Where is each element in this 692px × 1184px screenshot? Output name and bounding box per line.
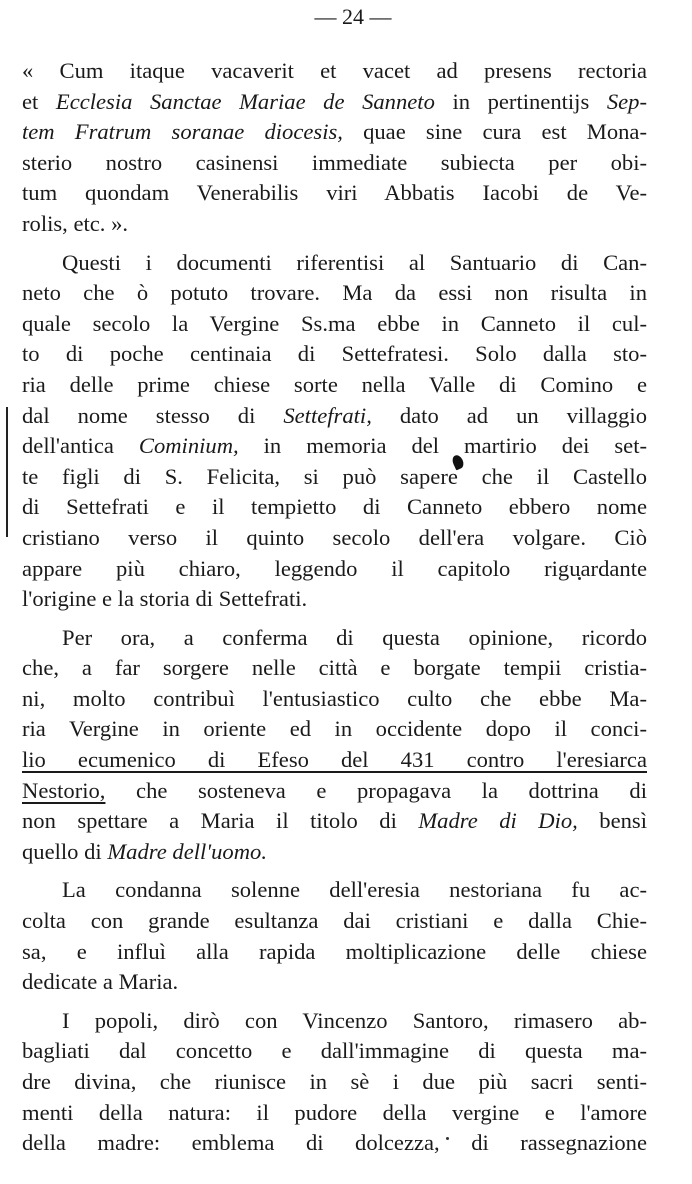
text-line bbox=[22, 401, 647, 432]
text-line bbox=[22, 431, 647, 462]
text-line bbox=[22, 967, 647, 998]
text-segment: Questi i documenti riferentisi al Santuario di Can- bbox=[62, 249, 647, 275]
text-segment: tum quondam Venerabilis viri Abbatis Iacobi de Ve- bbox=[22, 180, 647, 206]
italic-text: Settefrati, bbox=[283, 402, 372, 428]
text-line bbox=[22, 906, 647, 937]
text-line bbox=[22, 1128, 647, 1159]
text-segment: et bbox=[22, 88, 56, 114]
text-line bbox=[22, 1006, 647, 1037]
text-line bbox=[22, 492, 647, 523]
text-segment: che, a far sorgere nelle città e borgate tempii cristia- bbox=[22, 655, 647, 681]
text-line bbox=[22, 714, 647, 745]
italic-text: Ecclesia Sanctae Mariae de Sanneto bbox=[55, 88, 435, 114]
paragraph bbox=[22, 56, 647, 240]
underlined-text: lio ecumenico di Efeso del 431 contro l'eresiarca bbox=[22, 747, 647, 773]
text-line bbox=[22, 623, 647, 654]
text-segment: ni, molto contribuì l'entusiastico culto che ebbe Ma- bbox=[22, 685, 647, 711]
text-line bbox=[22, 339, 647, 370]
text-line bbox=[22, 309, 647, 340]
text-segment: non spettare a Maria il titolo di bbox=[22, 808, 419, 834]
text-segment: che sosteneva e propagava la dottrina di bbox=[105, 777, 647, 803]
margin-pencil-mark bbox=[6, 407, 8, 537]
text-segment: quale secolo la Vergine Ss.ma ebbe in Canneto il cul- bbox=[22, 310, 647, 336]
text-segment: appare più chiaro, leggendo il capitolo riguardante bbox=[22, 555, 647, 581]
text-segment: dato ad un villaggio bbox=[371, 402, 647, 428]
text-segment: neto che ò potuto trovare. Ma da essi non risulta in bbox=[22, 280, 647, 306]
text-segment: Per ora, a conferma di questa opinione, ricordo bbox=[62, 624, 647, 650]
text-segment: La condanna solenne dell'eresia nestoriana fu ac- bbox=[62, 877, 647, 903]
text-line bbox=[22, 776, 647, 807]
paragraph bbox=[22, 623, 647, 868]
text-line bbox=[22, 56, 647, 87]
text-segment: in memoria del martirio dei set- bbox=[238, 433, 648, 459]
italic-text: tem Fratrum soranae diocesis, bbox=[22, 119, 343, 145]
text-segment: dal nome stesso di bbox=[22, 402, 284, 428]
text-segment: « Cum itaque vacaverit et vacet ad presens rectoria bbox=[22, 58, 647, 83]
text-segment: dell'antica bbox=[22, 433, 139, 459]
text-segment: ria delle prime chiese sorte nella Valle di Comino e bbox=[22, 371, 647, 397]
text-line bbox=[22, 523, 647, 554]
text-segment: dedicate a Maria. bbox=[22, 969, 179, 995]
text-segment: menti della natura: il pudore della vergine e l'amore bbox=[22, 1099, 647, 1125]
text-segment: della madre: emblema di dolcezza, di rassegnazione bbox=[22, 1130, 647, 1156]
text-segment: ria Vergine in oriente ed in occidente dopo il conci- bbox=[22, 716, 647, 742]
paragraph bbox=[22, 1006, 647, 1159]
text-segment: to di poche centinaia di Settefratesi. Solo dalla sto- bbox=[22, 341, 647, 367]
text-segment: sa, e influì alla rapida moltiplicazione delle chiese bbox=[22, 938, 647, 964]
text-line bbox=[22, 745, 647, 776]
text-segment: sterio nostro casinensi immediate subiecta per obi- bbox=[22, 149, 647, 175]
text-line bbox=[22, 462, 647, 493]
text-line bbox=[22, 653, 647, 684]
text-line bbox=[22, 937, 647, 968]
underlined-text: Nestorio, bbox=[22, 777, 106, 803]
text-segment: in pertinentijs bbox=[434, 88, 607, 114]
text-line bbox=[22, 209, 647, 240]
paragraph bbox=[22, 248, 647, 615]
text-segment: colta con grande esultanza dai cristiani e dalla Chie- bbox=[22, 908, 647, 934]
text-segment: cristiano verso il quinto secolo dell'era volgare. Ciò bbox=[22, 524, 647, 550]
text-line bbox=[22, 584, 647, 615]
text-line bbox=[22, 1036, 647, 1067]
text-line bbox=[22, 554, 647, 585]
paragraph bbox=[22, 875, 647, 997]
italic-text: Cominium, bbox=[138, 433, 239, 459]
text-segment: di Settefrati e il tempietto di Canneto ebbero nome bbox=[22, 494, 647, 520]
text-segment: rolis, etc. ». bbox=[22, 210, 129, 236]
text-line bbox=[22, 875, 647, 906]
italic-text: Madre di Dio, bbox=[418, 808, 578, 834]
text-segment: bensì bbox=[577, 808, 648, 834]
text-line bbox=[22, 278, 647, 309]
text-line bbox=[22, 178, 647, 209]
text-segment: bagliati dal concetto e dall'immagine di questa ma- bbox=[22, 1038, 647, 1064]
text-segment: te figli di S. Felicita, si può sapere che il Castello bbox=[22, 463, 647, 489]
text-segment: dre divina, che riunisce in sè i due più sacri senti- bbox=[22, 1069, 647, 1094]
text-line bbox=[22, 806, 647, 837]
text-line bbox=[22, 1098, 647, 1129]
text-segment: l'origine e la storia di Settefrati. bbox=[22, 586, 308, 612]
page-number: — 24 — bbox=[314, 4, 392, 29]
text-segment: quae sine cura est Mona- bbox=[342, 119, 647, 145]
italic-text: Sep- bbox=[606, 88, 647, 114]
text-line bbox=[22, 837, 647, 868]
italic-text: Madre dell'uomo. bbox=[107, 838, 267, 864]
text-line bbox=[22, 684, 647, 715]
text-line bbox=[22, 248, 647, 279]
text-line bbox=[22, 370, 647, 401]
text-segment: quello di bbox=[22, 838, 108, 864]
document-page bbox=[22, 34, 647, 1159]
text-line bbox=[22, 148, 647, 179]
text-line bbox=[22, 1067, 647, 1098]
text-line bbox=[22, 117, 647, 148]
text-segment: I popoli, dirò con Vincenzo Santoro, rimasero ab- bbox=[62, 1007, 647, 1033]
text-line bbox=[22, 87, 647, 118]
